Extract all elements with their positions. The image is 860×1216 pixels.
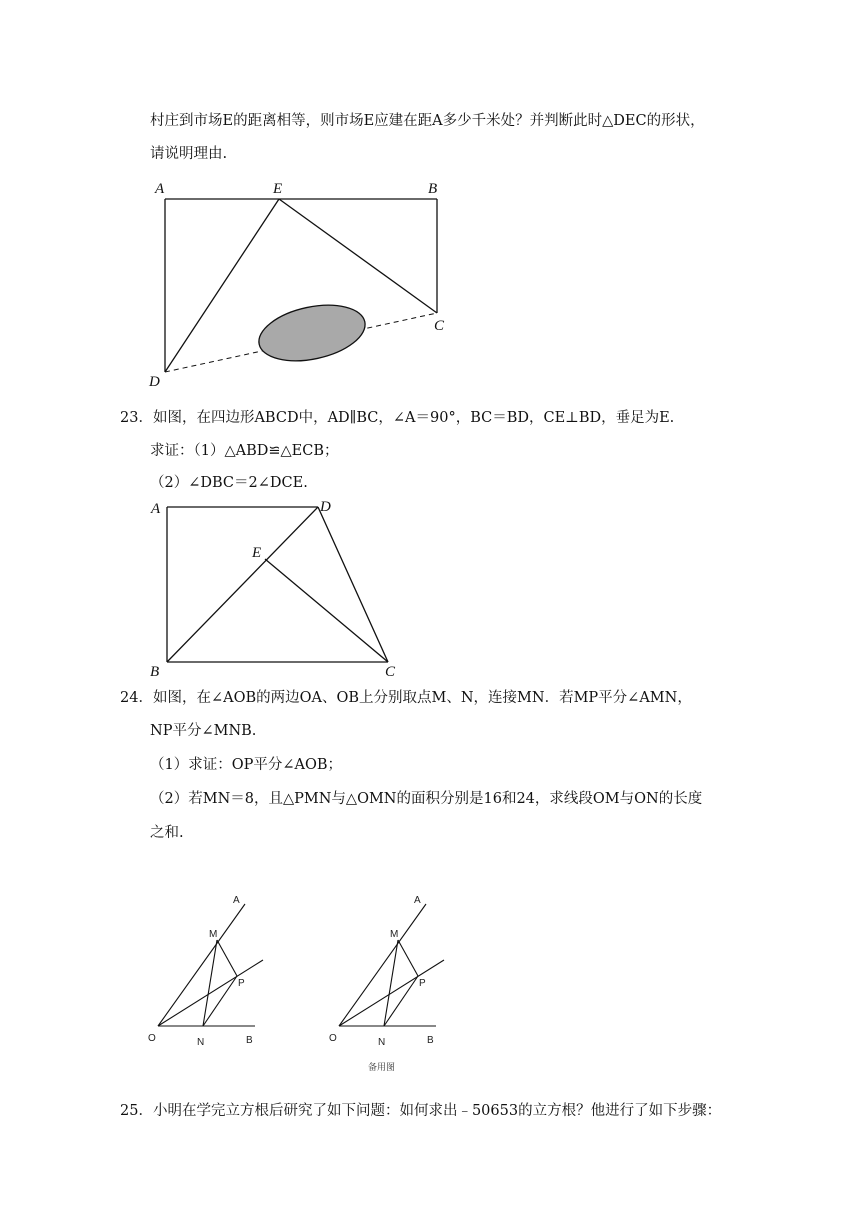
q24f2-label-m: M xyxy=(390,929,399,940)
q24-text-line2: NP平分∠MNB. xyxy=(150,723,257,739)
q25-text-line1: 25．小明在学完立方根后研究了如下问题：如何求出﹣50653的立方根？他进行了如下步骤： xyxy=(120,1103,722,1119)
q24f2-label-n: N xyxy=(378,1037,386,1048)
q22-text-line2: 请说明理由. xyxy=(150,146,228,162)
q24f2-seg-np xyxy=(384,976,418,1026)
q23-label-d: D xyxy=(320,499,331,515)
q23-text-line1: 23．如图，在四边形ABCD中，AD∥BC，∠A＝90°，BC＝BD，CE⊥BD，垂足为E. xyxy=(120,410,675,426)
q24-text-line1: 24．如图，在∠AOB的两边OA、OB上分别取点M、N，连接MN．若MP平分∠AMN， xyxy=(120,690,692,706)
q24f1-label-a: A xyxy=(233,895,240,906)
q24f1-label-p: P xyxy=(238,978,245,989)
q24f2-ray-oa xyxy=(339,904,426,1026)
q23-label-b: B xyxy=(150,664,160,680)
q24f2-seg-mp xyxy=(398,940,418,976)
q23-label-a: A xyxy=(151,501,161,517)
q23-text-line3: （2）∠DBC＝2∠DCE. xyxy=(150,475,308,491)
q24f2-label-b: B xyxy=(427,1035,434,1046)
q22-label-e: E xyxy=(273,181,283,197)
q23-text-line2: 求证：（1）△ABD≌△ECB； xyxy=(150,443,339,459)
q24-text-line3: （1）求证：OP平分∠AOB； xyxy=(150,757,343,773)
q23-label-e: E xyxy=(252,545,262,561)
q22-label-d: D xyxy=(149,374,160,390)
q24f1-label-b: B xyxy=(246,1035,253,1046)
q22-text-line1: 村庄到市场E的距离相等，则市场E应建在距A多少千米处？并判断此时△DEC的形状， xyxy=(150,113,705,129)
q24f1-label-m: M xyxy=(209,929,218,940)
q24f2-label-a: A xyxy=(414,895,421,906)
q24f2-caption: 备用图 xyxy=(368,1063,396,1073)
q24f1-label-n: N xyxy=(197,1037,205,1048)
q22-label-b: B xyxy=(428,181,438,197)
q24-text-line4: （2）若MN＝8，且△PMN与△OMN的面积分别是16和24，求线段OM与ON的长度 xyxy=(150,791,703,807)
q24f2-ray-op xyxy=(339,960,444,1026)
q24f2-label-o: O xyxy=(329,1033,337,1044)
q24f2-label-p: P xyxy=(419,978,426,989)
q22-label-a: A xyxy=(155,181,165,197)
q24f1-label-o: O xyxy=(148,1033,156,1044)
q23-label-c: C xyxy=(385,664,396,680)
q24-text-line5: 之和. xyxy=(150,825,184,841)
q22-label-c: C xyxy=(434,318,445,334)
